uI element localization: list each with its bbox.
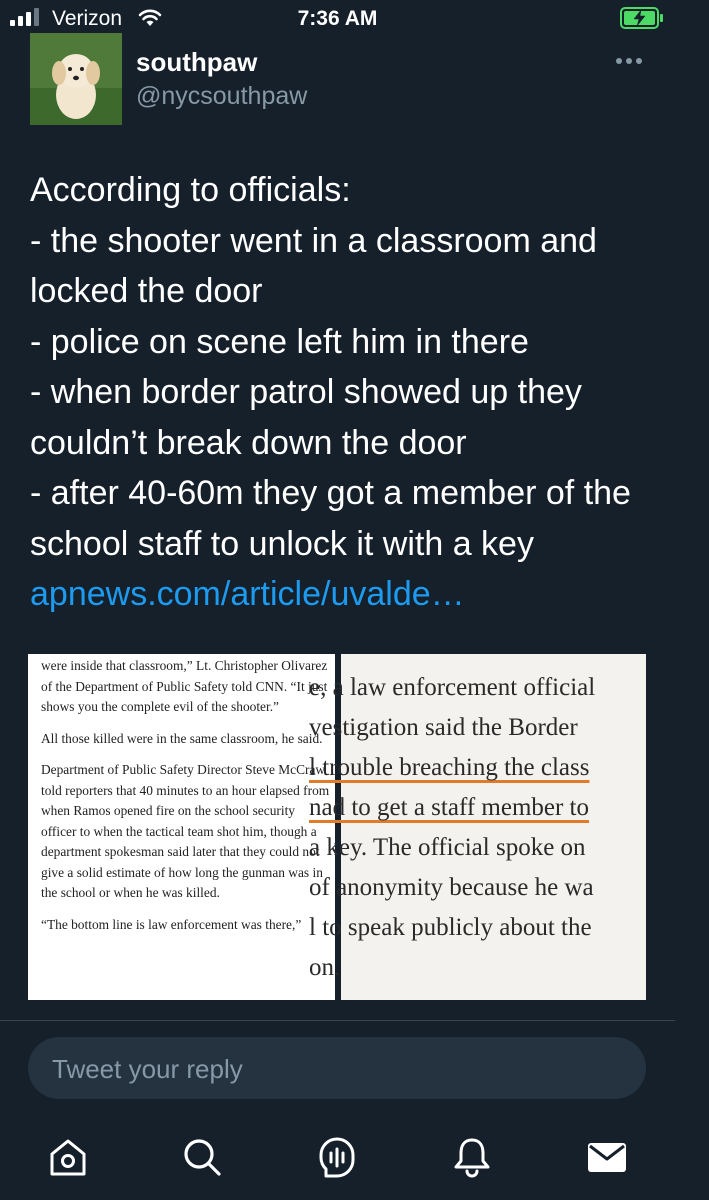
article-line: on. bbox=[309, 954, 341, 981]
tweet-link[interactable]: apnews.com/article/uvalde… bbox=[30, 575, 465, 613]
article-line: of anonymity because he wa bbox=[309, 874, 594, 901]
carrier-label: Verizon bbox=[52, 7, 123, 30]
article-line: l to speak publicly about the bbox=[309, 914, 592, 941]
article-line: vestigation said the Border bbox=[309, 714, 578, 741]
notifications-icon[interactable] bbox=[451, 1136, 493, 1178]
article-line: nad to get a staff member to bbox=[309, 794, 590, 821]
author-handle[interactable]: @nycsouthpaw bbox=[136, 82, 308, 110]
messages-icon[interactable] bbox=[586, 1136, 628, 1178]
spaces-icon[interactable] bbox=[316, 1136, 358, 1178]
divider bbox=[0, 1020, 675, 1021]
article-screenshot-right[interactable] bbox=[309, 654, 646, 1000]
clock: 7:36 AM bbox=[297, 7, 378, 30]
tab-bar bbox=[0, 1120, 675, 1200]
reply-input[interactable] bbox=[50, 1037, 624, 1101]
article-paragraph: were inside that classroom,” Lt. Christopher Olivarez of the Department of Public Safety told CNN. “It just shows you the complete evil of the shooter.” bbox=[41, 658, 328, 714]
avatar-dog-image bbox=[30, 33, 122, 125]
article-paragraph: Department of Public Safety Director Steve McCraw told reporters that 40 minutes to an hour elapsed from when Ramos opened fire on the school security officer to when the tactical team shot him, though a department spokesman said later that they could not give a solid estimate of how long the gunman was in the school or when he was killed. bbox=[41, 762, 330, 900]
article-screenshot-left[interactable] bbox=[28, 654, 335, 1000]
article-paragraph: “The bottom line is law enforcement was there,” bbox=[41, 916, 302, 932]
article-line: e, a law enforcement official bbox=[309, 674, 596, 701]
article-paragraph: All those killed were in the same classroom, he said. bbox=[41, 730, 323, 746]
author-name[interactable]: southpaw bbox=[136, 47, 258, 77]
home-icon[interactable] bbox=[47, 1136, 89, 1178]
search-icon[interactable] bbox=[181, 1136, 223, 1178]
reply-box[interactable] bbox=[28, 1037, 646, 1099]
avatar[interactable] bbox=[30, 33, 122, 125]
tweet-body: According to officials: - the shooter went in a classroom and locked the door - police on scene left him in there - when border patrol showed up they couldn’t break down the door - after 40-60m they got a member of the school staff to unlock it with a key bbox=[30, 171, 631, 563]
article-line: a key. The official spoke on bbox=[309, 834, 586, 861]
battery-charging-icon bbox=[620, 7, 664, 29]
article-line: l trouble breaching the class bbox=[309, 754, 590, 781]
more-options-icon[interactable] bbox=[614, 55, 644, 67]
tweet-media[interactable] bbox=[28, 654, 646, 1000]
tweet-text bbox=[30, 165, 660, 620]
